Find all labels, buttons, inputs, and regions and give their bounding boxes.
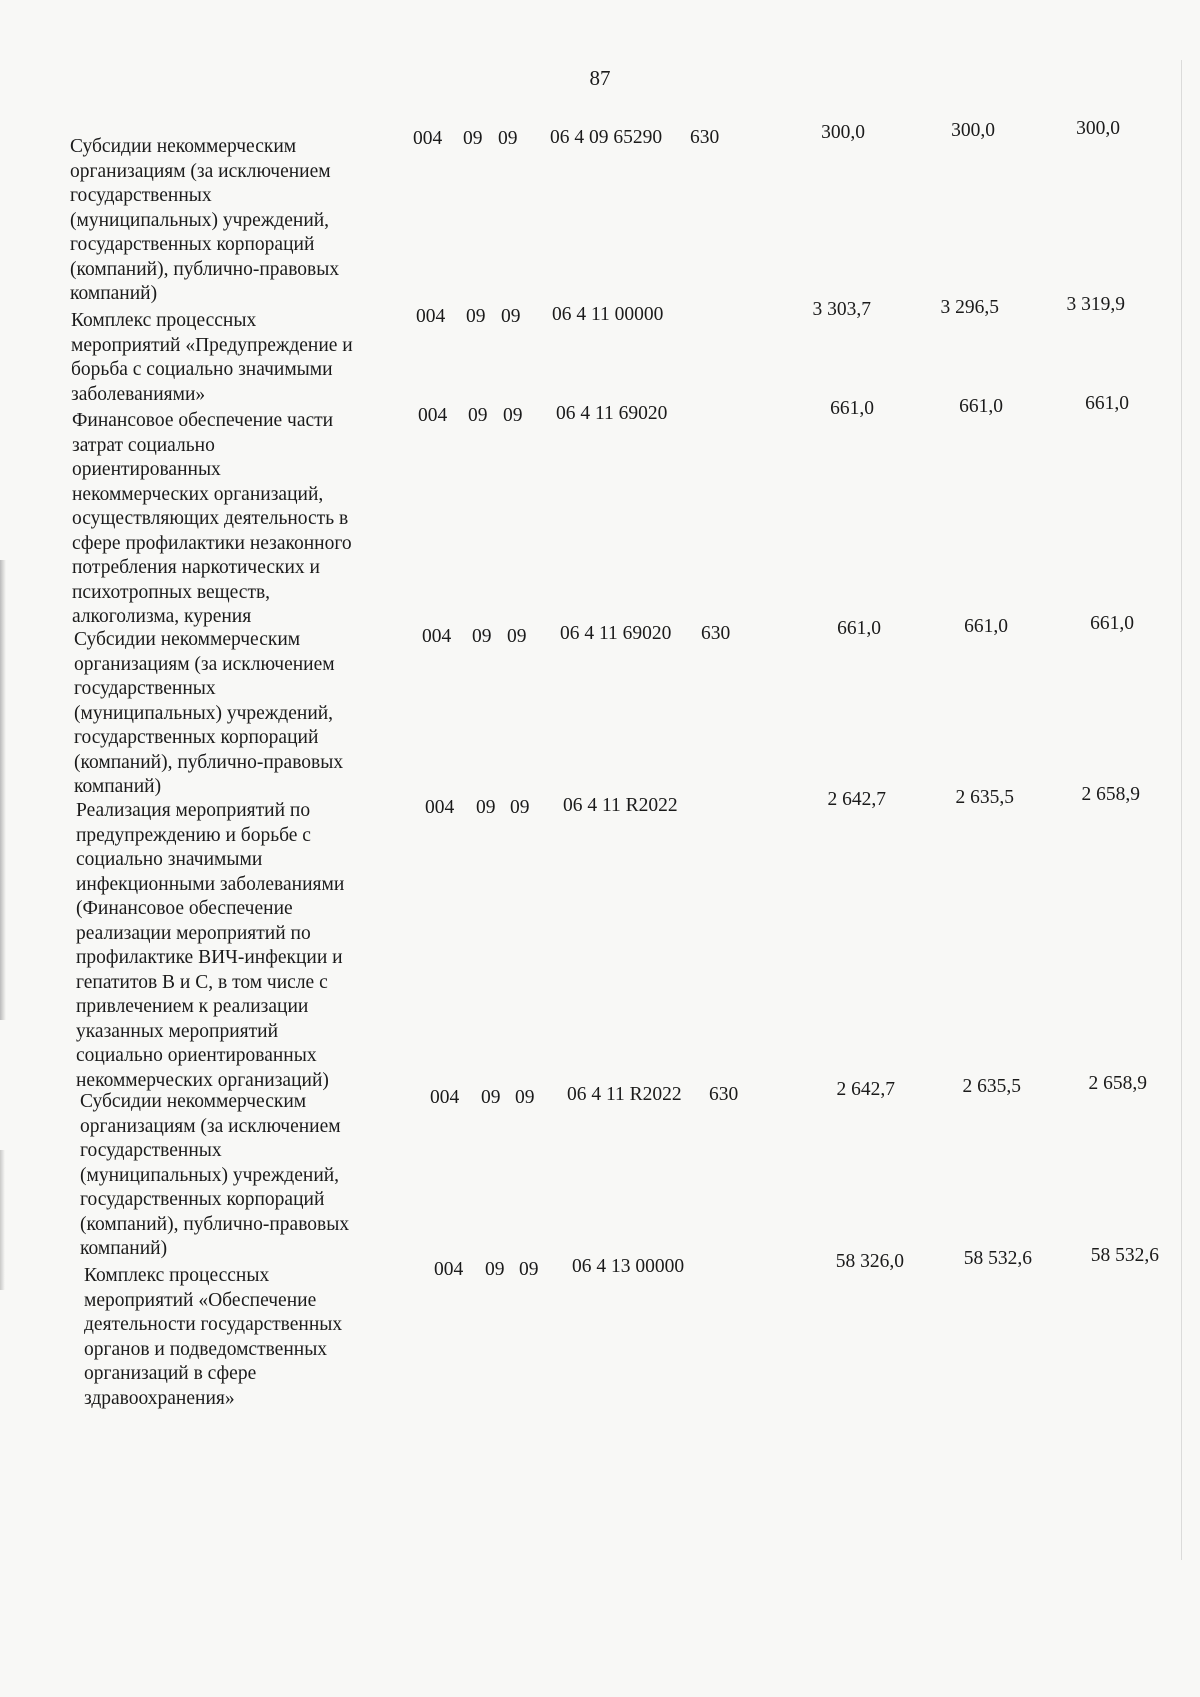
amount-2025: 2 635,5	[955, 787, 1014, 808]
ministry-code: 004	[434, 1259, 464, 1280]
target-article: 06 4 11 69020	[556, 403, 668, 424]
section-code: 09	[472, 626, 492, 647]
row-name: Субсидии некоммерческим организациям (за исключением государственных (муниципальных) учреждений, государственных корпораций (компаний), публично-правовых компаний)	[80, 1091, 350, 1259]
subsection-code: 09	[503, 405, 523, 426]
section-code: 09	[466, 306, 486, 327]
target-article: 06 4 11 69020	[560, 623, 672, 644]
subsection-code: 09	[519, 1259, 539, 1280]
amount-2024: 300,0	[821, 122, 865, 143]
section-code: 09	[481, 1087, 501, 1108]
subsection-code: 09	[515, 1087, 535, 1108]
section-code: 09	[485, 1259, 505, 1280]
row-name: Комплекс процессных мероприятий «Обеспечение деятельности государственных органов и подведомственных организаций в сфере здравоохранения»	[84, 1265, 343, 1409]
amount-2024: 2 642,7	[836, 1079, 895, 1100]
amount-2025: 58 532,6	[963, 1248, 1032, 1269]
subsection-code: 09	[507, 626, 527, 647]
scan-shadow-left-lower	[0, 1150, 5, 1290]
amount-2026: 661,0	[1085, 393, 1129, 414]
subsection-code: 09	[510, 797, 530, 818]
expense-type: 630	[701, 623, 731, 644]
amount-2024: 3 303,7	[812, 299, 871, 320]
ministry-code: 004	[430, 1087, 460, 1108]
target-article: 06 4 13 00000	[572, 1256, 685, 1277]
amount-2024: 661,0	[830, 398, 874, 419]
row-name: Субсидии некоммерческим организациям (за исключением государственных (муниципальных) учреждений, государственных корпораций (компаний), публично-правовых компаний)	[70, 136, 340, 304]
amount-2025: 2 635,5	[962, 1076, 1021, 1097]
ministry-code: 004	[425, 797, 455, 818]
ministry-code: 004	[416, 306, 446, 327]
target-article: 06 4 11 R2022	[563, 795, 678, 816]
amount-2026: 2 658,9	[1088, 1073, 1147, 1094]
section-code: 09	[463, 128, 483, 149]
row-name: Реализация мероприятий по предупреждению и борьбе с социально значимыми инфекционными заболеваниями (Финансовое обеспечение реализации мероприятий по профилактике ВИЧ-инфекции и гепатитов В и С, в том числе с привлечением к реализации указанных мероприятий социально ориентированных некоммерческих организаций)	[76, 800, 345, 1091]
target-article: 06 4 09 65290	[550, 127, 663, 148]
amount-2026: 661,0	[1090, 613, 1134, 634]
ministry-code: 004	[422, 626, 452, 647]
amount-2025: 300,0	[951, 120, 995, 141]
section-code: 09	[468, 405, 488, 426]
subsection-code: 09	[501, 306, 521, 327]
scan-edge-right	[1181, 60, 1182, 1560]
expense-type: 630	[690, 127, 720, 148]
target-article: 06 4 11 00000	[552, 304, 664, 325]
scan-shadow-left	[0, 560, 6, 1020]
expense-type: 630	[709, 1084, 739, 1105]
amount-2025: 661,0	[964, 616, 1008, 637]
section-code: 09	[476, 797, 496, 818]
amount-2024: 58 326,0	[835, 1251, 904, 1272]
ministry-code: 004	[413, 128, 443, 149]
amount-2025: 3 296,5	[940, 297, 999, 318]
amount-2024: 661,0	[837, 618, 881, 639]
subsection-code: 09	[498, 128, 518, 149]
ministry-code: 004	[418, 405, 448, 426]
amount-2026: 58 532,6	[1090, 1245, 1159, 1266]
amount-2026: 3 319,9	[1066, 294, 1125, 315]
amount-2026: 2 658,9	[1081, 784, 1140, 805]
target-article: 06 4 11 R2022	[567, 1084, 682, 1105]
row-name: Финансовое обеспечение части затрат социально ориентированных некоммерческих организаций, осуществляющих деятельность в сфере профилактики незаконного потребления наркотических и психотропных веществ, алкоголизма, курения	[72, 410, 352, 627]
row-name: Субсидии некоммерческим организациям (за исключением государственных (муниципальных) учреждений, государственных корпораций (компаний), публично-правовых компаний)	[74, 629, 344, 797]
amount-2026: 300,0	[1076, 118, 1120, 139]
page-number: 87	[589, 66, 611, 90]
amount-2024: 2 642,7	[827, 789, 886, 810]
amount-2025: 661,0	[959, 396, 1003, 417]
row-name: Комплекс процессных мероприятий «Предупреждение и борьба с социально значимыми заболеваниями»	[71, 310, 353, 405]
